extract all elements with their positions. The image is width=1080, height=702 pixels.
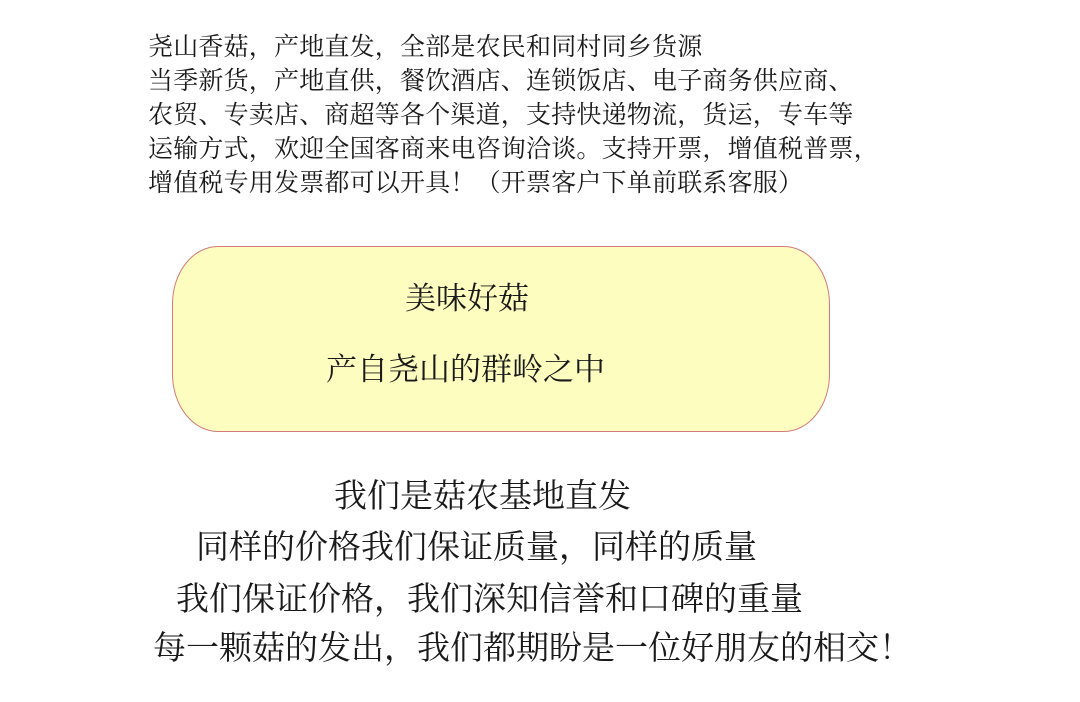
promise-line-3: 我们保证价格，我们深知信誉和口碑的重量	[176, 579, 803, 618]
intro-line-1: 尧山香菇，产地直发，全部是农民和同村同乡货源	[148, 32, 703, 61]
intro-line-5: 增值税专用发票都可以开具！（开票客户下单前联系客服）	[148, 168, 804, 197]
intro-line-4: 运输方式，欢迎全国客商来电咨询洽谈。支持开票，增值税普票，	[148, 134, 879, 163]
promise-line-1: 我们是菇农基地直发	[334, 476, 631, 515]
intro-line-3: 农贸、专卖店、商超等各个渠道，支持快递物流，货运，专车等	[148, 100, 854, 129]
promise-line-2: 同样的价格我们保证质量，同样的质量	[196, 527, 757, 566]
intro-paragraph	[148, 30, 948, 200]
banner-title: 美味好菇	[405, 281, 529, 317]
intro-line-2: 当季新货，产地直供，餐饮酒店、连锁饭店、电子商务供应商、	[148, 66, 854, 95]
promise-line-4: 每一颗菇的发出，我们都期盼是一位好朋友的相交！	[153, 628, 912, 667]
banner-subtitle: 产自尧山的群岭之中	[326, 352, 605, 388]
slogan-banner	[172, 246, 830, 432]
